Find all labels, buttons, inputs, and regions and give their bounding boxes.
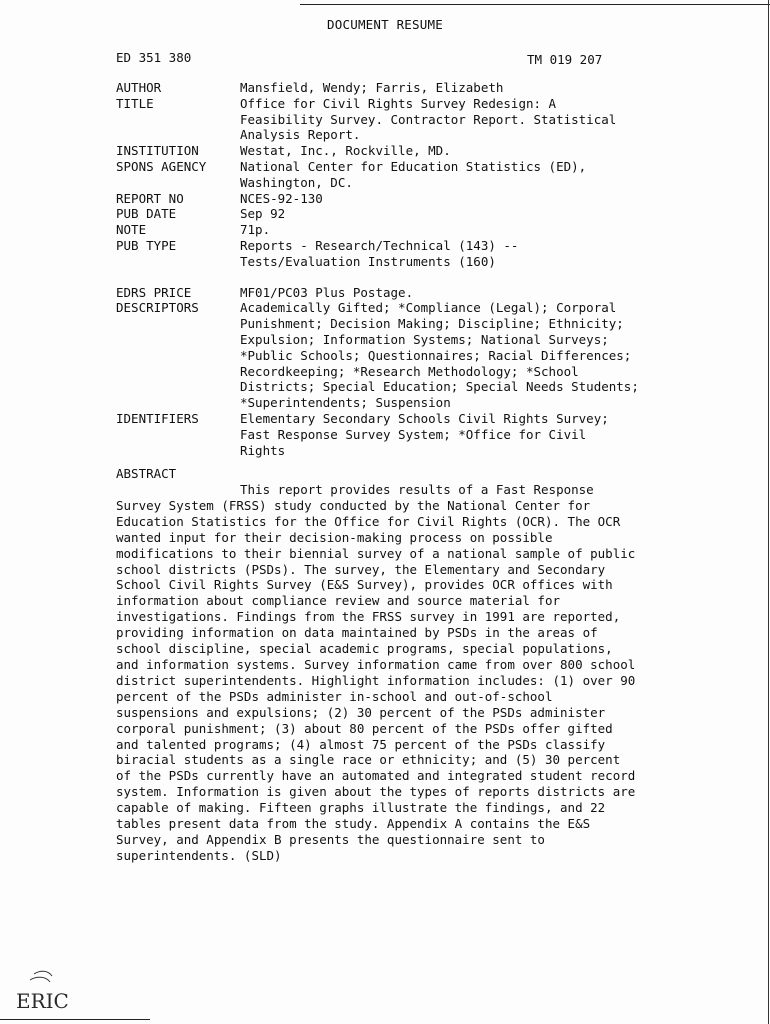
field-value: 71p. bbox=[240, 222, 271, 238]
abstract-body bbox=[116, 482, 661, 864]
logo-swoosh bbox=[34, 971, 52, 976]
right-edge-rule bbox=[768, 0, 769, 1024]
metadata-fields bbox=[116, 80, 676, 458]
field-label: IDENTIFIERS bbox=[116, 410, 199, 426]
field-value: Academically Gifted; *Compliance (Legal); Corporal Punishment; Decision Making; Discipline; Ethnicity; Expulsion; Information Systems; National Surveys; *Public Schools; Questionnaires; Racial Differences; Recordkeeping; *Research Methodology; *School Districts; Special Education; Special Needs Students; *Superintendents; Suspension bbox=[240, 300, 639, 411]
field-spons-agency bbox=[116, 159, 676, 191]
field-descriptors bbox=[116, 300, 676, 411]
field-value: MF01/PC03 Plus Postage. bbox=[240, 284, 414, 300]
bottom-rule bbox=[0, 1019, 150, 1020]
field-label: AUTHOR bbox=[116, 80, 162, 95]
tm-number: TM 019 207 bbox=[527, 52, 603, 67]
field-label: TITLE bbox=[116, 95, 154, 111]
field-value: Elementary Secondary Schools Civil Rights Survey; Fast Response Survey System; *Office for Civil Rights bbox=[240, 410, 609, 458]
field-value: Mansfield, Wendy; Farris, Elizabeth bbox=[240, 80, 504, 95]
field-label: SPONS AGENCY bbox=[116, 158, 207, 174]
ed-number: ED 351 380 bbox=[116, 50, 192, 65]
field-pub-date bbox=[116, 206, 676, 222]
field-label: DESCRIPTORS bbox=[116, 300, 199, 316]
field-note bbox=[116, 222, 676, 238]
field-label: NOTE bbox=[116, 222, 147, 238]
field-identifiers bbox=[116, 411, 676, 458]
field-value: National Center for Education Statistics (ED), Washington, DC. bbox=[240, 158, 587, 190]
top-rule bbox=[300, 4, 770, 5]
field-label: PUB DATE bbox=[116, 206, 177, 222]
field-value: Reports - Research/Technical (143) -- Tests/Evaluation Instruments (160) bbox=[240, 237, 519, 269]
logo-swoosh bbox=[30, 977, 50, 982]
field-label: REPORT NO bbox=[116, 190, 184, 206]
abstract-heading: ABSTRACT bbox=[116, 466, 177, 481]
field-label: EDRS PRICE bbox=[116, 284, 192, 300]
field-institution bbox=[116, 143, 676, 159]
field-pub-type bbox=[116, 238, 676, 270]
logo-text: ERIC bbox=[16, 989, 69, 1013]
field-value: Westat, Inc., Rockville, MD. bbox=[240, 143, 451, 159]
field-author bbox=[116, 80, 676, 96]
abstract-text: This report provides results of a Fast Response Survey System (FRSS) study conducted by the National Center for Education Statistics for the Office for Civil Rights (OCR). The OCR wanted input for their decision-making process on possible modifications to their biennial survey of a national sample of public school districts (PSDs). The survey, the Elementary and Secondary School Civil Rights Survey (E&S Survey), provides OCR offices with information about compliance review and source material for investigations. Findings from the FRSS survey in 1991 are reported, providing information on data maintained by PSDs in the areas of school discipline, special academic programs, special populations, and information systems. Survey information came from over 800 school district superintendents. Highlight information includes: (1) over 90 percent of the PSDs administer in-school and out-of-school suspensions and expulsions; (2) 30 percent of the PSDs administer corporal punishment; (3) about 80 percent of the PSDs offer gifted and talented programs; (4) almost 75 percent of the PSDs classify biracial students as a single race or ethnicity; and (5) 30 percent of the PSDs currently have an automated and integrated student record system. Information is given about the types of reports districts are capable of making. Fifteen graphs illustrate the findings, and 22 tables present data from the study. Appendix A contains the E&S Survey, and Appendix B presents the questionnaire sent to superintendents. (SLD) bbox=[116, 482, 636, 863]
field-label: INSTITUTION bbox=[116, 143, 199, 159]
document-title: DOCUMENT RESUME bbox=[327, 17, 443, 32]
field-value: Sep 92 bbox=[240, 206, 286, 222]
field-report-no bbox=[116, 191, 676, 207]
field-value: Office for Civil Rights Survey Redesign: A Feasibility Survey. Contractor Report. Statistical Analysis Report. bbox=[240, 95, 617, 143]
field-label: PUB TYPE bbox=[116, 237, 177, 253]
field-title bbox=[116, 96, 676, 143]
eric-logo bbox=[14, 968, 70, 1016]
field-edrs-price bbox=[116, 285, 676, 301]
field-value: NCES-92-130 bbox=[240, 190, 323, 206]
